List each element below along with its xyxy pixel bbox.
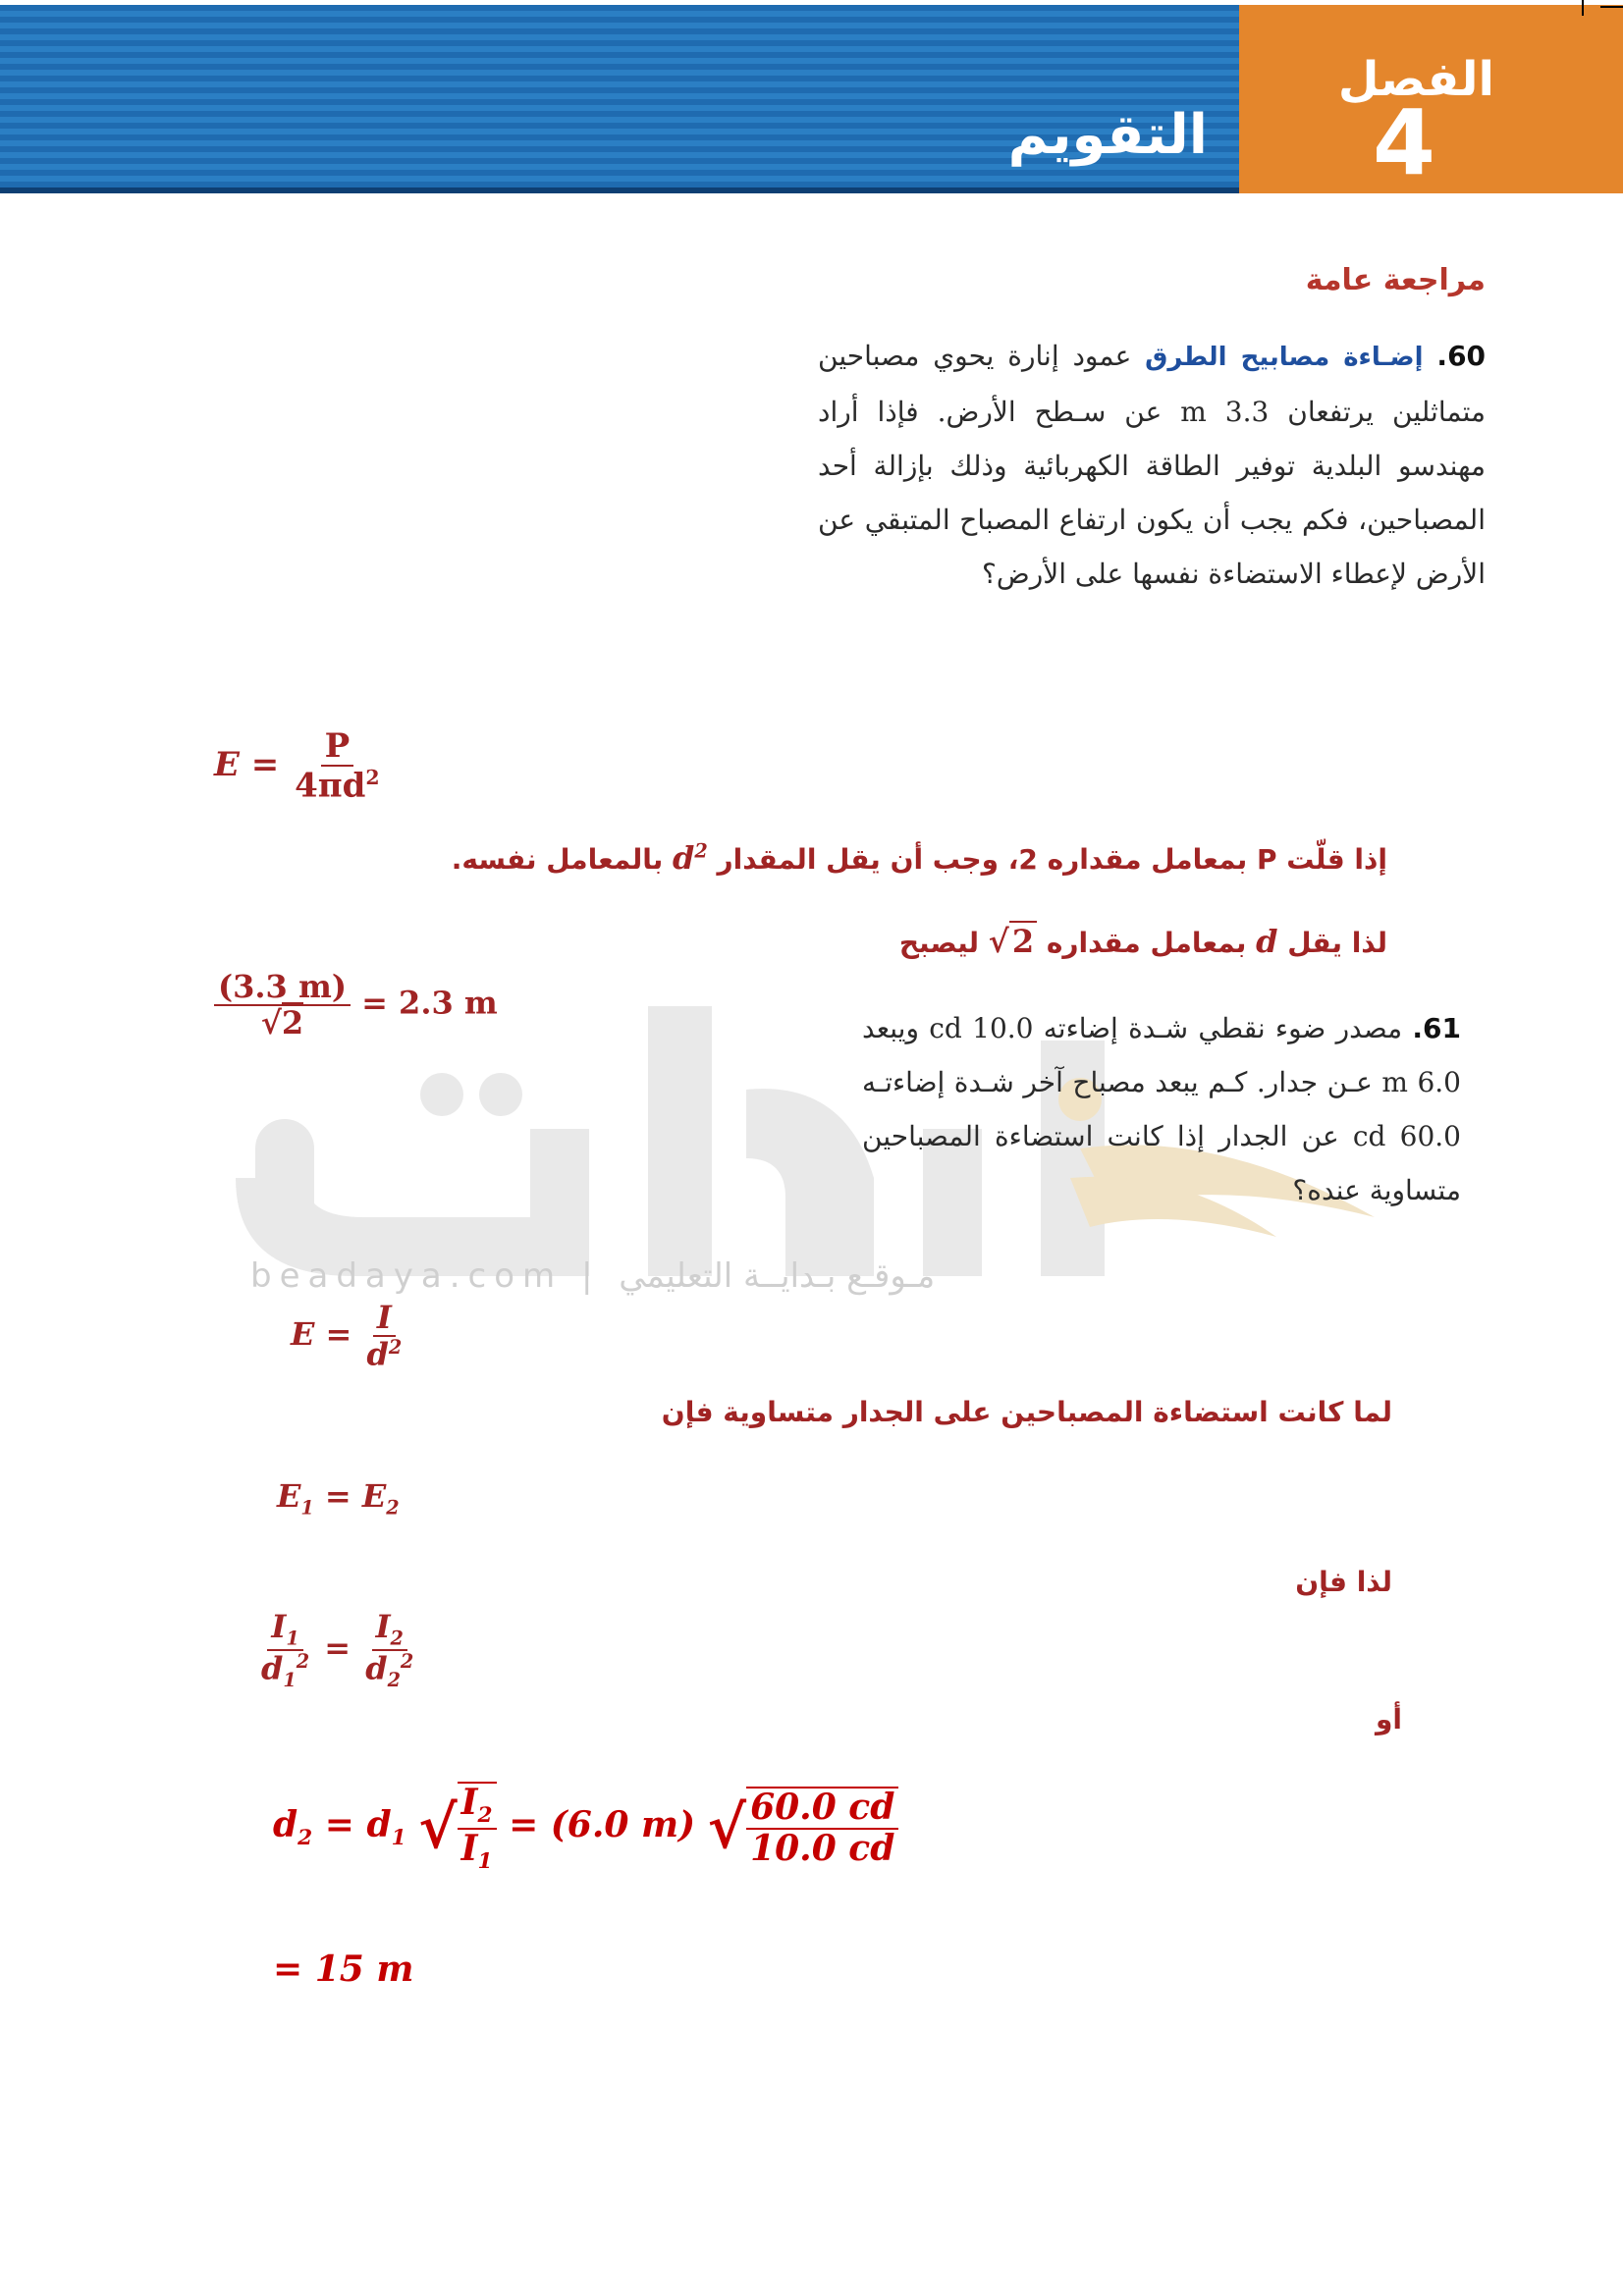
ratio-right-denominator — [361, 1651, 417, 1690]
fraction-numerator: P — [321, 728, 354, 767]
variable-d: d — [673, 839, 695, 877]
d2-equation — [273, 1782, 898, 1874]
crop-mark — [1582, 0, 1584, 16]
answer61-line2: لذا فإن — [1295, 1566, 1392, 1598]
e2-symbol: E — [361, 1477, 387, 1515]
sqrt1-numerator — [458, 1784, 497, 1830]
d2-subscript: 2 — [387, 1668, 401, 1691]
answer60-result — [214, 970, 498, 1041]
e2-subscript: 2 — [386, 1496, 400, 1520]
problem-60 — [818, 329, 1486, 601]
equals-distance: = (6.0 m) — [509, 1803, 696, 1845]
e1-subscript: 1 — [300, 1496, 314, 1520]
e1-symbol: E — [277, 1477, 301, 1515]
result-numerator: (3.3 m) — [214, 970, 351, 1006]
sqrt-two: √2 — [989, 923, 1037, 960]
formula-fraction — [362, 1301, 406, 1372]
ratio-right — [361, 1610, 417, 1690]
sqrt1-denominator — [458, 1827, 497, 1875]
line2-variable: d — [1256, 923, 1278, 960]
problem-number: 60. — [1436, 340, 1487, 372]
fraction-denominator — [291, 767, 384, 805]
equals-d1: = d — [324, 1803, 392, 1845]
chapter-number: 4 — [1372, 90, 1435, 195]
formula-lhs: E = — [214, 745, 280, 785]
result-radicand: 2 — [281, 1004, 304, 1042]
answer61-line1: لما كانت استضاءة المصباحين على الجدار متساوية فإن — [661, 1396, 1392, 1428]
equals-sign: = — [324, 1629, 352, 1667]
ratio-right-numerator — [372, 1610, 407, 1651]
ratio-left-denominator — [257, 1651, 313, 1690]
chapter-title: التقويم — [1007, 103, 1208, 167]
line1-text-a: إذا قلّت P بمعامل مقداره 2، وجب أن يقل المقدار — [717, 843, 1387, 876]
chapter-header — [0, 5, 1623, 193]
answer60-line2 — [899, 923, 1387, 960]
d1-symbol: d — [261, 1649, 284, 1687]
problem-text: مصدر ضوء نقطي شـدة إضاءته 10.0 cd ويبعد 6.0 m عـن جدار. كـم يبعد مصباح آخر شـدة إضاءتـه 60.0 cd عن الجدار إذا كانت استضاءة المصباحين متساوية عنده؟ — [862, 1012, 1461, 1206]
problem-topic: إضـاءة مصابيح الطرق — [1145, 343, 1424, 372]
header-blue-band-edge — [0, 187, 1239, 193]
chapter-word: الفصل — [1337, 52, 1494, 107]
i1-subscript: 1 — [477, 1849, 493, 1875]
i2-subscript: 2 — [477, 1803, 493, 1829]
formula-fraction — [291, 728, 384, 805]
or-label: أو — [1375, 1703, 1402, 1735]
formula-e-p — [214, 728, 384, 805]
d1-subscript: 1 — [391, 1826, 406, 1851]
d2-symbol: d — [365, 1649, 388, 1687]
d1-subscript: 1 — [283, 1668, 297, 1691]
i2-symbol: I — [375, 1608, 391, 1645]
denominator-text: d — [366, 1335, 389, 1373]
exponent: 2 — [388, 1336, 403, 1360]
equality-e1-e2 — [277, 1477, 400, 1519]
sqrt-fraction-1 — [458, 1782, 497, 1874]
section-heading: مراجعة عامة — [1305, 263, 1486, 297]
sqrt-sign: √ — [707, 1792, 747, 1862]
result-value: = 2.3 m — [361, 984, 498, 1022]
watermark-text: beadaya.com | مـوقـع بـدايــة التعليمي — [250, 1256, 936, 1296]
i1-symbol: I — [271, 1608, 287, 1645]
fraction-numerator: I — [373, 1301, 396, 1337]
d2-exponent: 2 — [400, 1649, 414, 1673]
exponent: 2 — [694, 839, 708, 863]
crop-mark — [1600, 6, 1623, 8]
final-answer: = 15 m — [273, 1949, 414, 1990]
result-fraction — [214, 970, 351, 1041]
formula-e-i — [291, 1301, 406, 1372]
problem-number: 61. — [1412, 1012, 1461, 1044]
answer60-line1 — [452, 839, 1387, 877]
sqrt2-denominator: 10.0 cd — [750, 1827, 895, 1869]
d2-symbol: d — [273, 1803, 298, 1845]
line2-text-a: لذا يقل — [1287, 927, 1387, 959]
i1-subscript: 1 — [286, 1627, 299, 1650]
d1-exponent: 2 — [296, 1649, 310, 1673]
line1-text-b: بالمعامل نفسه. — [451, 843, 664, 876]
sqrt-fraction-2 — [746, 1787, 898, 1868]
i1-symbol: I — [460, 1827, 478, 1869]
fraction-denominator — [362, 1337, 406, 1372]
sqrt-radicand: 2 — [1009, 921, 1037, 960]
line2-text-b: بمعامل مقداره — [1046, 927, 1247, 959]
line2-text-c: ليصبح — [898, 927, 980, 959]
result-denominator: √2 — [260, 1004, 304, 1042]
equals-sign: = — [324, 1477, 352, 1515]
problem-text: عمود إنارة يحوي مصباحين متماثلين يرتفعان 3.3 m عن سـطح الأرض. فإذا أراد مهندسو البلدية توفير الطاقة الكهربائية وذلك بإزالة أحد المصباحين، فكم يجب أن يكون ارتفاع المصباح المتبقي عن الأرض لإعطاء الاستضاءة نفسها على الأرض؟ — [818, 340, 1487, 590]
denominator-text: 4πd — [295, 766, 366, 806]
line1-variable — [673, 839, 708, 877]
ratio-left-numerator — [267, 1610, 302, 1651]
sqrt-sign: √ — [418, 1792, 458, 1862]
ratio-equation — [257, 1610, 417, 1690]
i2-symbol: I — [460, 1782, 478, 1823]
exponent: 2 — [365, 766, 380, 790]
i2-subscript: 2 — [390, 1627, 404, 1650]
sqrt2-numerator: 60.0 cd — [746, 1789, 898, 1830]
formula-lhs: E = — [291, 1315, 352, 1354]
problem-61 — [862, 1001, 1461, 1217]
d2-subscript: 2 — [298, 1826, 313, 1851]
ratio-left — [257, 1610, 313, 1690]
